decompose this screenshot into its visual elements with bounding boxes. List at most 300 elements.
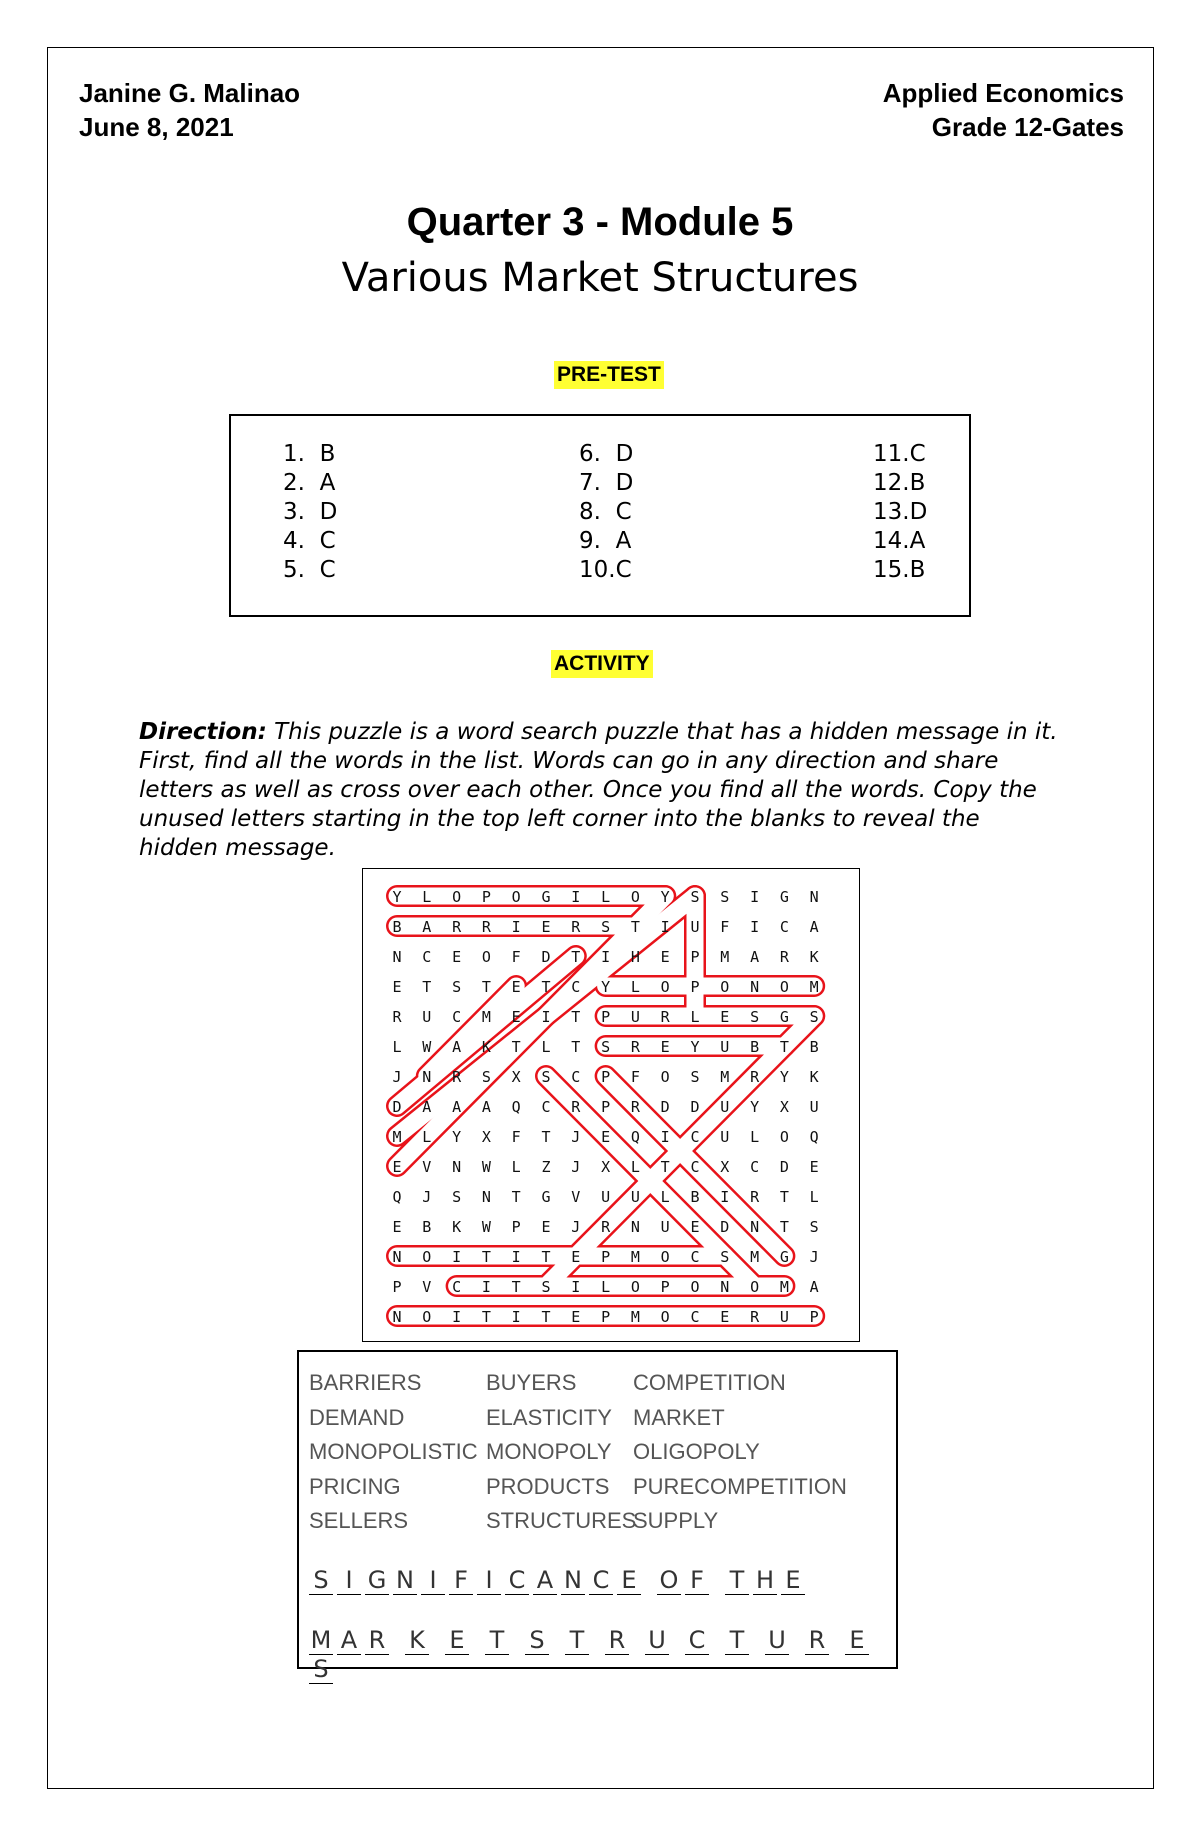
grid-letter: R <box>601 1218 611 1236</box>
grid-letter: T <box>541 1308 551 1326</box>
grid-letter: P <box>601 1068 611 1086</box>
grid-letter: N <box>809 888 819 906</box>
grid-letter: I <box>660 918 670 936</box>
message-letter-blank: E <box>781 1566 805 1595</box>
answer-item: 14.A <box>873 528 926 554</box>
grid-letter: K <box>809 1068 819 1086</box>
message-letter-blank: R <box>605 1626 629 1655</box>
grid-letter: M <box>809 978 819 996</box>
grid-letter: E <box>541 918 551 936</box>
word-item: SELLERS <box>309 1508 409 1533</box>
grid-letter: L <box>541 1038 551 1056</box>
grid-letter: C <box>571 1068 581 1086</box>
word-item: OLIGOPOLY <box>633 1439 760 1464</box>
grid-letter: F <box>511 1128 521 1146</box>
grid-letter: E <box>720 1008 730 1026</box>
grid-letter: P <box>809 1308 819 1326</box>
grid-letter: N <box>750 1218 760 1236</box>
grid-letter: X <box>601 1158 611 1176</box>
grid-letter: R <box>779 948 789 966</box>
grid-letter: E <box>452 948 462 966</box>
header-left <box>79 76 300 144</box>
grid-letter: J <box>392 1068 402 1086</box>
message-letter-blank: F <box>685 1566 709 1595</box>
grid-letter: E <box>571 1248 581 1266</box>
grid-letter: T <box>511 1278 521 1296</box>
message-letter-blank: S <box>309 1566 333 1595</box>
grid-letter: Y <box>601 978 611 996</box>
grid-letter: W <box>481 1218 491 1236</box>
grid-letter: O <box>630 1278 640 1296</box>
word-search-grid <box>362 868 860 1342</box>
grid-letter: B <box>809 1038 819 1056</box>
grid-letter: U <box>422 1008 432 1026</box>
grid-letter: D <box>779 1158 789 1176</box>
grid-letter: L <box>422 888 432 906</box>
answer-item: 10.C <box>579 557 632 583</box>
grid-letter: C <box>571 978 581 996</box>
grid-letter: G <box>541 888 551 906</box>
message-letter-blank: T <box>725 1566 749 1595</box>
grid-letter: C <box>541 1098 551 1116</box>
word-item: MONOPOLY <box>486 1439 612 1464</box>
grid-letter: R <box>660 1008 670 1026</box>
message-letter-blank: N <box>561 1566 585 1595</box>
grid-letter: Q <box>511 1098 521 1116</box>
grid-letter: S <box>541 1278 551 1296</box>
word-item: DEMAND <box>309 1404 405 1430</box>
grid-letter: R <box>630 1098 640 1116</box>
grid-letter: M <box>750 1248 760 1266</box>
grid-letter: F <box>511 948 521 966</box>
word-item: PRODUCTS <box>486 1473 610 1499</box>
grid-letter: C <box>452 1278 462 1296</box>
grid-letter: O <box>422 1248 432 1266</box>
word-item: BUYERS <box>486 1370 577 1395</box>
message-letter-blank: S <box>309 1655 333 1684</box>
grid-letter: J <box>571 1158 581 1176</box>
grid-letter: X <box>779 1098 789 1116</box>
grid-letter: T <box>541 978 551 996</box>
subject: Applied Economics <box>882 78 1124 108</box>
grid-letter: J <box>422 1188 432 1206</box>
grid-letter: R <box>452 1068 462 1086</box>
grid-letter: C <box>750 1158 760 1176</box>
grid-letter: E <box>511 1008 521 1026</box>
grid-letter: L <box>601 1278 611 1296</box>
grid-letter: A <box>809 1278 819 1296</box>
hidden-message-line-2 <box>309 1626 896 1684</box>
grid-letter: P <box>690 948 700 966</box>
grid-letter: G <box>779 1008 789 1026</box>
grade-section: Grade 12-Gates <box>931 112 1124 142</box>
message-letter-blank: N <box>393 1566 417 1595</box>
direction-text <box>139 718 1061 863</box>
grid-letter: O <box>779 978 789 996</box>
message-letter-blank: T <box>485 1626 509 1655</box>
grid-letter: T <box>571 1038 581 1056</box>
grid-letter: Y <box>660 888 670 906</box>
grid-letter: V <box>571 1188 581 1206</box>
answer-item: 3. D <box>283 499 338 525</box>
grid-letter: S <box>720 888 730 906</box>
answer-item: 13.D <box>873 499 928 525</box>
message-letter-blank: T <box>565 1626 589 1655</box>
student-name: Janine G. Malinao <box>79 78 301 108</box>
grid-letter: R <box>571 1098 581 1116</box>
word-item: PURECOMPETITION <box>633 1473 847 1499</box>
grid-letter: P <box>481 888 491 906</box>
answer-item: 6. D <box>579 441 634 467</box>
grid-letter: O <box>690 1278 700 1296</box>
grid-letter: L <box>601 888 611 906</box>
grid-letter: R <box>392 1008 402 1026</box>
grid-letter: E <box>601 1128 611 1146</box>
grid-letter: L <box>511 1158 521 1176</box>
grid-letter: C <box>690 1248 700 1266</box>
grid-letter: F <box>630 1068 640 1086</box>
grid-letter: S <box>601 1038 611 1056</box>
grid-letter: S <box>690 888 700 906</box>
grid-letter: N <box>392 1308 402 1326</box>
answer-item: 9. A <box>579 528 632 554</box>
grid-letter: I <box>541 1008 551 1026</box>
grid-letter: Y <box>779 1068 789 1086</box>
grid-letter: E <box>660 948 670 966</box>
grid-letter: S <box>541 1068 551 1086</box>
grid-letter: I <box>571 1278 581 1296</box>
message-letter-blank: H <box>753 1566 777 1595</box>
message-letter-blank: A <box>337 1626 361 1655</box>
message-letter-blank: I <box>421 1566 445 1595</box>
grid-letter: E <box>511 978 521 996</box>
grid-letter: O <box>511 888 521 906</box>
grid-letter: G <box>779 1248 789 1266</box>
grid-letter: R <box>750 1068 760 1086</box>
grid-letter: S <box>690 1068 700 1086</box>
message-letter-blank: C <box>589 1566 613 1595</box>
grid-letter: U <box>779 1308 789 1326</box>
answer-item: 2. A <box>283 470 336 496</box>
grid-letter: Q <box>630 1128 640 1146</box>
grid-letter: E <box>541 1218 551 1236</box>
grid-letter: K <box>809 948 819 966</box>
grid-letter: I <box>452 1308 462 1326</box>
grid-letter: C <box>690 1308 700 1326</box>
word-item: MARKET <box>633 1404 725 1430</box>
grid-letter: E <box>392 978 402 996</box>
word-item: COMPETITION <box>633 1370 786 1395</box>
word-item: ELASTICITY <box>486 1404 612 1430</box>
grid-letter: O <box>750 1278 760 1296</box>
grid-letter: T <box>660 1158 670 1176</box>
grid-letter: T <box>481 1248 491 1266</box>
grid-letter: I <box>720 1188 730 1206</box>
grid-letter: B <box>750 1038 760 1056</box>
grid-letter: M <box>630 1248 640 1266</box>
word-list-col-2 <box>486 1366 636 1539</box>
grid-letter: U <box>601 1188 611 1206</box>
answers-col-3 <box>873 440 927 585</box>
grid-letter: A <box>750 948 760 966</box>
grid-letter: T <box>779 1188 789 1206</box>
grid-letter: T <box>481 1308 491 1326</box>
grid-letter: T <box>541 1248 551 1266</box>
grid-letter: T <box>481 978 491 996</box>
grid-letter: Q <box>809 1128 819 1146</box>
grid-letter: X <box>511 1068 521 1086</box>
word-item: BARRIERS <box>309 1370 422 1395</box>
grid-letter: P <box>601 1308 611 1326</box>
word-item: SUPPLY <box>633 1508 719 1533</box>
message-letter-blank: T <box>725 1626 749 1655</box>
message-letter-blank: R <box>365 1626 389 1655</box>
grid-letter: C <box>452 1008 462 1026</box>
grid-letter: Q <box>392 1188 402 1206</box>
grid-letter: R <box>630 1038 640 1056</box>
direction-body: This puzzle is a word search puzzle that has a hidden message in it. First, find all the words in the list. Words can go in any direction and share letters as well as cross over each other. Once you find all the words. Copy the unused letters starting in the top left corner into the blanks to reveal the hidden message. <box>139 719 1058 861</box>
grid-letter: P <box>601 1098 611 1116</box>
grid-letter: A <box>809 918 819 936</box>
grid-letter: P <box>660 1278 670 1296</box>
grid-letter: I <box>511 918 521 936</box>
grid-letter: T <box>541 1128 551 1146</box>
grid-letter: U <box>720 1098 730 1116</box>
message-letter-blank: F <box>449 1566 473 1595</box>
grid-letter: N <box>720 1278 730 1296</box>
grid-letter: V <box>422 1158 432 1176</box>
grid-letter: Z <box>541 1158 551 1176</box>
answer-item: 7. D <box>579 470 634 496</box>
grid-letter: J <box>571 1128 581 1146</box>
answer-item: 12.B <box>873 470 926 496</box>
grid-letter: O <box>660 1068 670 1086</box>
grid-letter: C <box>690 1128 700 1146</box>
grid-letter: N <box>392 1248 402 1266</box>
grid-letter: K <box>452 1218 462 1236</box>
word-item: MONOPOLISTIC <box>309 1439 478 1464</box>
grid-letter: A <box>422 1098 432 1116</box>
word-search-svg <box>363 869 861 1343</box>
word-list-col-1 <box>309 1366 478 1539</box>
grid-letter: P <box>392 1278 402 1296</box>
answer-item: 4. C <box>283 528 336 554</box>
message-letter-blank: I <box>337 1566 361 1595</box>
grid-letter: A <box>452 1098 462 1116</box>
grid-letter: R <box>571 918 581 936</box>
grid-letter: S <box>481 1068 491 1086</box>
grid-letter: D <box>660 1098 670 1116</box>
message-letter-blank: G <box>365 1566 389 1595</box>
grid-letter: N <box>392 948 402 966</box>
activity-label: ACTIVITY <box>551 650 653 678</box>
grid-letter: J <box>809 1248 819 1266</box>
word-list-box <box>297 1350 898 1683</box>
message-letter-blank: E <box>617 1566 641 1595</box>
message-letter-blank: O <box>657 1566 681 1595</box>
answer-item: 8. C <box>579 499 632 525</box>
grid-letter: T <box>422 978 432 996</box>
grid-letter: B <box>422 1218 432 1236</box>
grid-letter: R <box>750 1188 760 1206</box>
grid-letter: E <box>809 1158 819 1176</box>
grid-letter: I <box>481 1278 491 1296</box>
grid-letter: W <box>481 1158 491 1176</box>
grid-letter: V <box>422 1278 432 1296</box>
grid-letter: O <box>452 888 462 906</box>
grid-letter: S <box>601 918 611 936</box>
grid-letter: T <box>630 918 640 936</box>
grid-letter: S <box>452 978 462 996</box>
grid-letter: T <box>511 1038 521 1056</box>
grid-letter: L <box>750 1128 760 1146</box>
grid-letter: Y <box>452 1128 462 1146</box>
grid-letter: O <box>630 888 640 906</box>
direction-label: Direction: <box>139 719 267 745</box>
grid-letter: L <box>660 1188 670 1206</box>
grid-letter: B <box>392 918 402 936</box>
grid-letter: T <box>571 1008 581 1026</box>
grid-letter: O <box>422 1308 432 1326</box>
grid-letter: S <box>720 1248 730 1266</box>
grid-letter: P <box>601 1008 611 1026</box>
message-letter-blank: E <box>445 1626 469 1655</box>
grid-letter: E <box>392 1158 402 1176</box>
grid-letter: G <box>779 888 789 906</box>
grid-letter: L <box>392 1038 402 1056</box>
answer-item: 5. C <box>283 557 336 583</box>
grid-letter: K <box>481 1038 491 1056</box>
grid-letter: U <box>690 918 700 936</box>
message-letter-blank: C <box>505 1566 529 1595</box>
message-letter-blank: I <box>477 1566 501 1595</box>
header-right <box>883 76 1124 144</box>
grid-letter: U <box>720 1038 730 1056</box>
message-letter-blank: U <box>765 1626 789 1655</box>
grid-letter: C <box>690 1158 700 1176</box>
message-letter-blank: C <box>685 1626 709 1655</box>
message-letter-blank: U <box>645 1626 669 1655</box>
grid-letter: A <box>481 1098 491 1116</box>
word-item: PRICING <box>309 1473 401 1499</box>
grid-letter: O <box>779 1128 789 1146</box>
grid-letter: O <box>660 978 670 996</box>
grid-letter: O <box>660 1248 670 1266</box>
word-list-col-3 <box>633 1366 847 1539</box>
grid-letter: D <box>392 1098 402 1116</box>
grid-letter: E <box>392 1218 402 1236</box>
grid-letter: H <box>630 948 640 966</box>
message-letter-blank: R <box>805 1626 829 1655</box>
grid-letter: U <box>809 1098 819 1116</box>
grid-letter: L <box>422 1128 432 1146</box>
grid-letter: C <box>779 918 789 936</box>
grid-letter: P <box>511 1218 521 1236</box>
grid-letter: S <box>750 1008 760 1026</box>
grid-letter: T <box>779 1038 789 1056</box>
grid-letter: R <box>750 1308 760 1326</box>
grid-letter: R <box>481 918 491 936</box>
grid-letter: O <box>660 1308 670 1326</box>
grid-letter: M <box>779 1278 789 1296</box>
pretest-answer-box <box>229 414 971 617</box>
grid-letter: E <box>720 1308 730 1326</box>
grid-letter: Y <box>690 1038 700 1056</box>
grid-letter: I <box>601 948 611 966</box>
grid-letter: S <box>809 1008 819 1026</box>
grid-letter: L <box>690 1008 700 1026</box>
message-letter-blank: K <box>405 1626 429 1655</box>
grid-letter: O <box>481 948 491 966</box>
grid-letter: T <box>779 1218 789 1236</box>
grid-letter: I <box>750 888 760 906</box>
grid-letter: P <box>601 1248 611 1266</box>
grid-letter: I <box>452 1248 462 1266</box>
grid-letter: E <box>660 1038 670 1056</box>
grid-letter: L <box>630 1158 640 1176</box>
grid-letter: A <box>422 918 432 936</box>
hidden-message-line-1 <box>309 1566 809 1595</box>
answers-col-1 <box>283 440 337 585</box>
grid-letter: A <box>452 1038 462 1056</box>
grid-letter: W <box>422 1038 432 1056</box>
grid-letter: U <box>660 1218 670 1236</box>
grid-letter: C <box>422 948 432 966</box>
grid-letter: S <box>809 1218 819 1236</box>
grid-letter: U <box>630 1008 640 1026</box>
message-letter-blank: A <box>533 1566 557 1595</box>
answers-col-2 <box>579 440 633 585</box>
grid-letter: M <box>630 1308 640 1326</box>
grid-letter: I <box>660 1128 670 1146</box>
grid-letter: T <box>511 1188 521 1206</box>
grid-letter: N <box>452 1158 462 1176</box>
grid-letter: U <box>630 1188 640 1206</box>
pretest-label: PRE-TEST <box>554 361 664 389</box>
grid-letter: O <box>720 978 730 996</box>
date: June 8, 2021 <box>79 112 234 142</box>
grid-letter: D <box>720 1218 730 1236</box>
grid-letter: M <box>481 1008 491 1026</box>
grid-letter: X <box>481 1128 491 1146</box>
grid-letter: I <box>511 1248 521 1266</box>
grid-letter: N <box>422 1068 432 1086</box>
grid-letter: M <box>720 948 730 966</box>
grid-letter: S <box>452 1188 462 1206</box>
grid-letter: E <box>690 1218 700 1236</box>
grid-letter: I <box>571 888 581 906</box>
answer-item: 1. B <box>283 441 336 467</box>
grid-letter: P <box>690 978 700 996</box>
page-title: Quarter 3 - Module 5 <box>406 200 794 244</box>
grid-letter: G <box>541 1188 551 1206</box>
grid-letter: J <box>571 1218 581 1236</box>
grid-letter: L <box>809 1188 819 1206</box>
answer-item: 15.B <box>873 557 926 583</box>
message-letter-blank: E <box>845 1626 869 1655</box>
grid-letter: F <box>720 918 730 936</box>
grid-letter: N <box>481 1188 491 1206</box>
grid-letter: E <box>571 1308 581 1326</box>
grid-letter: Y <box>392 888 402 906</box>
grid-letter: Y <box>750 1098 760 1116</box>
answer-item: 11.C <box>873 441 926 467</box>
grid-letter: N <box>750 978 760 996</box>
grid-letter: U <box>720 1128 730 1146</box>
grid-letter: M <box>720 1068 730 1086</box>
grid-letter: D <box>541 948 551 966</box>
message-letter-blank: M <box>310 1626 332 1654</box>
